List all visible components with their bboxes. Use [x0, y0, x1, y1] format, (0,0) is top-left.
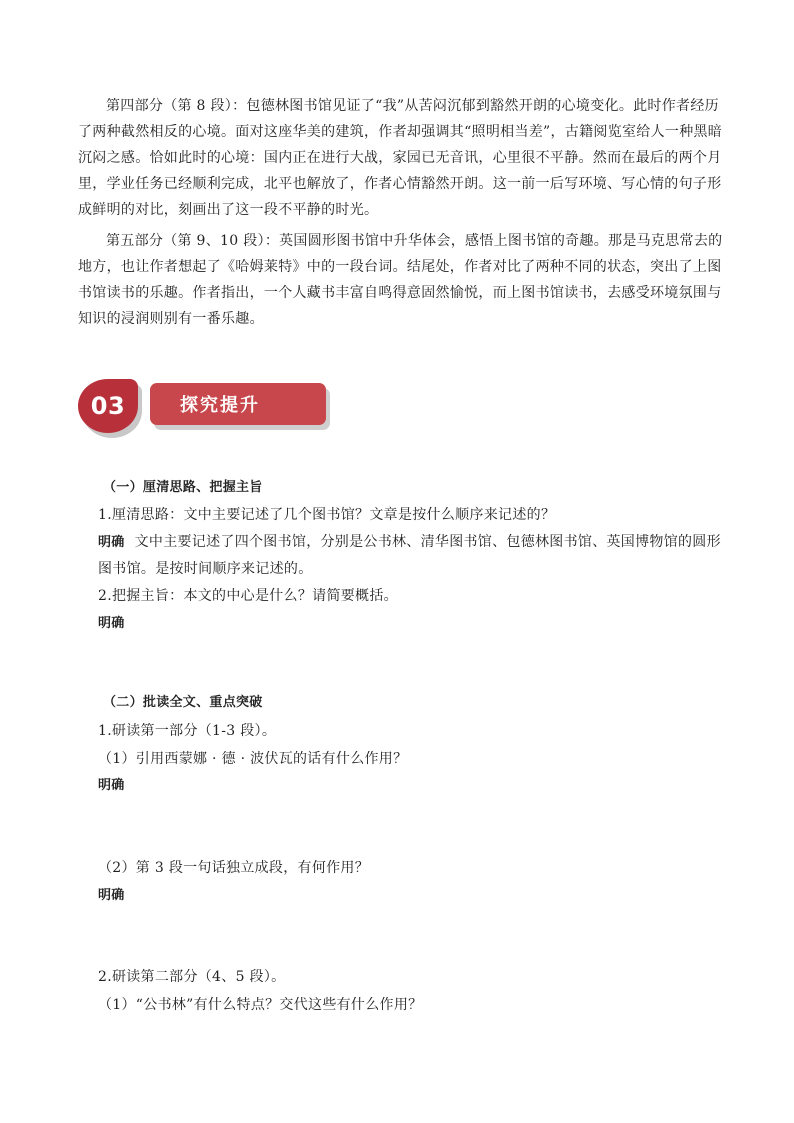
- answer-label-3: 明确: [98, 778, 125, 793]
- question-1: 1.厘清思路：文中主要记述了几个图书馆？文章是按什么顺序来记述的？: [98, 507, 556, 523]
- question-3-2: （2）第 3 段一句话独立成段，有何作用？: [98, 860, 370, 876]
- question-3: 1.研读第一部分（1-3 段）。: [98, 723, 277, 739]
- section-title: 探究提升: [180, 395, 260, 416]
- answer-label: 明确: [98, 535, 125, 550]
- paragraph-part5: 第五部分（第 9、10 段）：英国圆形图书馆中升华体会，感悟上图书馆的奇趣。那是马克思常去的地方，也让作者想起了《哈姆莱特》中的一段台词。结尾处，作者对比了两种不同的状态，突出了上图书馆读书的乐趣。作者指出，一个人藏书丰富自鸣得意固然愉悦，而上图书馆读书，去感受环境氛围与知识的浸润则别有一番乐趣。: [78, 233, 723, 327]
- question-2: 2.把握主旨：本文的中心是什么？请简要概括。: [98, 588, 398, 604]
- answer-label-4: 明确: [98, 888, 125, 903]
- question-4-1: （1）“公书林”有什么特点？交代这些有什么作用？: [98, 997, 423, 1013]
- question-4: 2.研读第二部分（4、5 段）。: [98, 969, 286, 985]
- answer-label-2: 明确: [98, 616, 125, 631]
- section-header: [76, 378, 336, 442]
- subsection-title-1: （一）厘清思路、把握主旨: [103, 480, 263, 495]
- subsection-title-2: （二）批读全文、重点突破: [103, 695, 263, 710]
- answer-1-text: 文中主要记述了四个图书馆，分别是公书林、清华图书馆、包德林图书馆、英国博物馆的圆形图书馆。是按时间顺序来记述的。: [98, 534, 721, 577]
- answer-1: [98, 529, 723, 582]
- section-number-badge: 03: [78, 379, 138, 433]
- paragraph-part4: 第四部分（第 8 段）：包德林图书馆见证了“我”从苦闷沉郁到豁然开朗的心境变化。此时作者经历了两种截然相反的心境。面对这座华美的建筑，作者却强调其“照明相当差”，古籍阅览室给人一种黑暗沉闷之感。恰如此时的心境：国内正在进行大战，家园已无音讯，心里很不平静。然而在最后的两个月里，学业任务已经顺利完成，北平也解放了，作者心情豁然开朗。这一前一后写环境、写心情的句子形成鲜明的对比，刻画出了这一段不平静的时光。: [78, 98, 723, 218]
- section-title-box: [150, 383, 326, 425]
- question-3-1: （1）引用西蒙娜 · 德 · 波伏瓦的话有什么作用？: [98, 751, 408, 767]
